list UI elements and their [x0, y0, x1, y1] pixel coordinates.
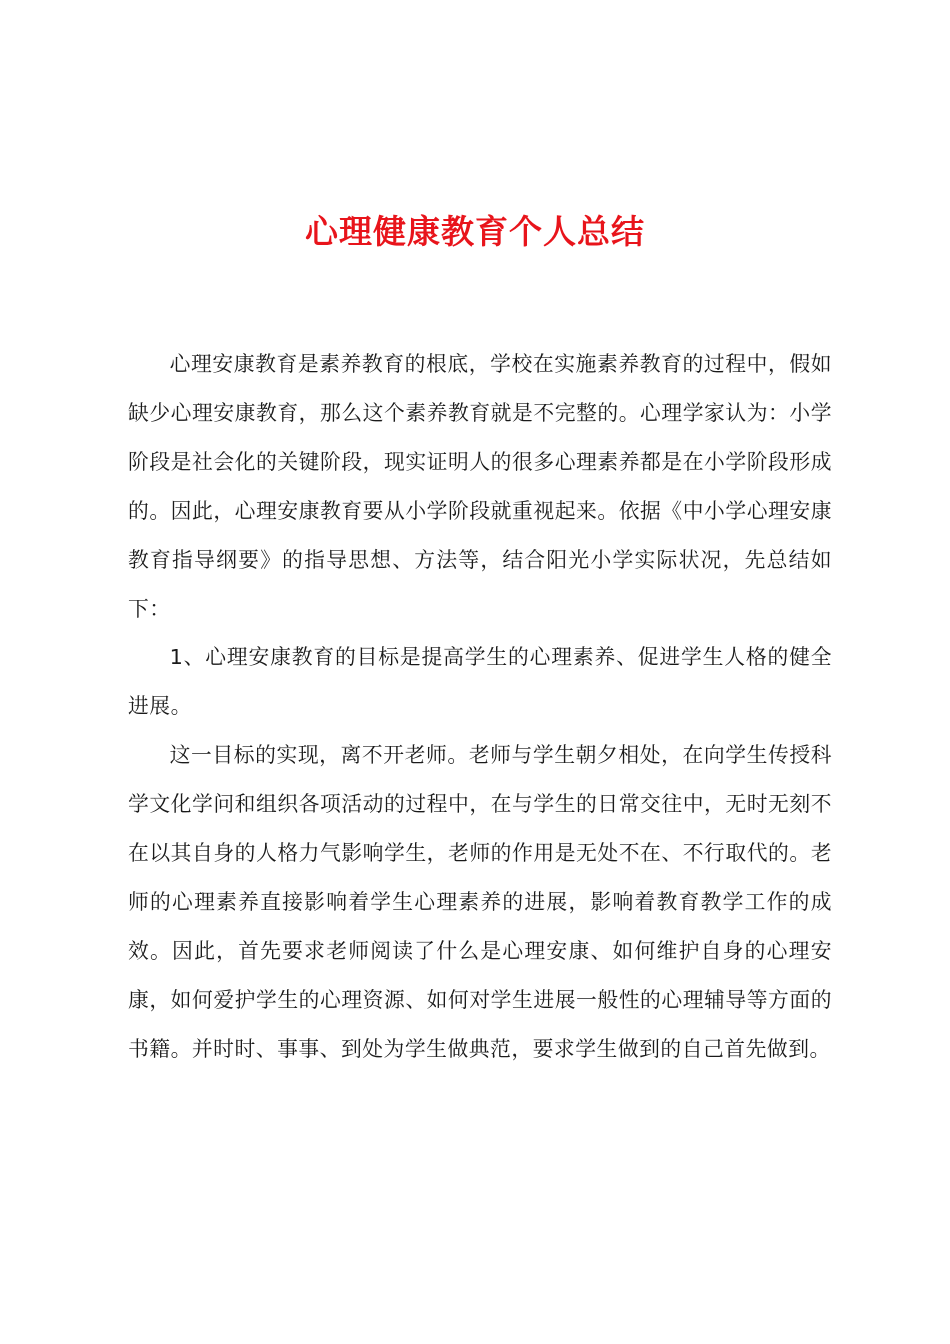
paragraph-goal: 1、心理安康教育的目标是提高学生的心理素养、促进学生人格的健全进展。: [128, 645, 832, 719]
document-body: [128, 340, 832, 1074]
paragraph-intro: 心理安康教育是素养教育的根底，学校在实施素养教育的过程中，假如缺少心理安康教育，那么这个素养教育就是不完整的。心理学家认为：小学阶段是社会化的关键阶段，现实证明人的很多心理素养都是在小学阶段形成的。因此，心理安康教育要从小学阶段就重视起来。依据《中小学心理安康教育指导纲要》的指导思想、方法等，结合阳光小学实际状况，先总结如下：: [128, 352, 832, 621]
paragraph-teachers: 这一目标的实现，离不开老师。老师与学生朝夕相处，在向学生传授科学文化学问和组织各项活动的过程中，在与学生的日常交往中，无时无刻不在以其自身的人格力气影响学生，老师的作用是无处不在、不行取代的。老师的心理素养直接影响着学生心理素养的进展，影响着教育教学工作的成效。因此，首先要求老师阅读了什么是心理安康、如何维护自身的心理安康，如何爱护学生的心理资源、如何对学生进展一般性的心理辅导等方面的书籍。并时时、事事、到处为学生做典范，要求学生做到的自己首先做到。: [128, 743, 832, 1061]
document-title: 心理健康教育个人总结: [305, 212, 645, 251]
